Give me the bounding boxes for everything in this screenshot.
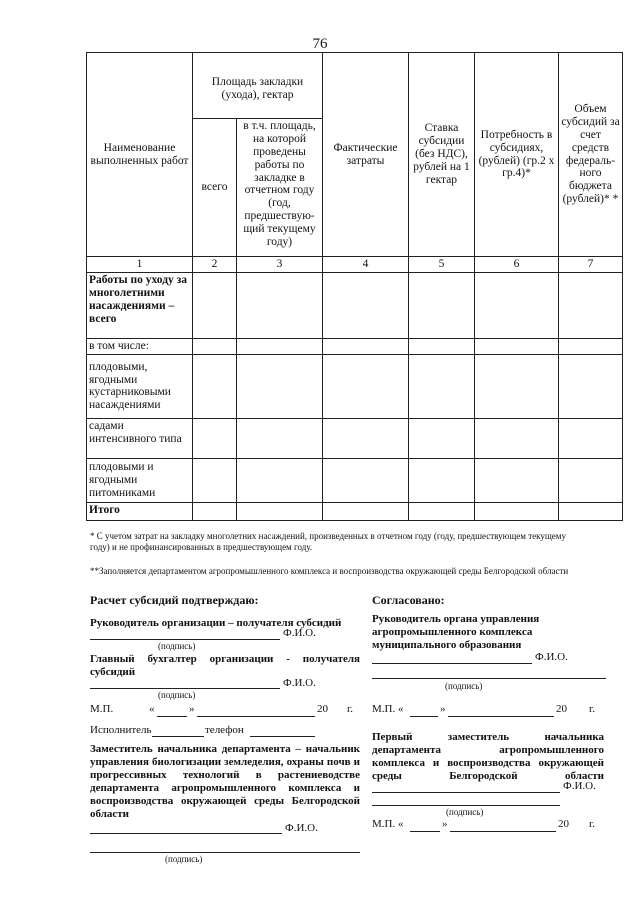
right-year-1: 20 xyxy=(556,703,567,715)
table-row: Работы по уходу за многолетними насаждениями – всего xyxy=(87,272,623,338)
table-row: плодовыми, ягодными кустарниковыми насаждениями xyxy=(87,354,623,418)
left-year-suffix: г. xyxy=(347,703,354,715)
header-area: Площадь закладки (ухода), гектар xyxy=(193,53,323,119)
right-first-deputy: Первый заместитель начальника департамента агропромышленного комплекса и воспроизводства окружающей среды Белгородской области xyxy=(372,731,604,782)
right-mp-1: М.П. « xyxy=(372,703,404,715)
header-rate: Ставка субсидии (без НДС), рублей на 1 гектар xyxy=(409,53,475,257)
left-signature-2: (подпись) xyxy=(158,690,196,700)
left-fio-3: Ф.И.О. xyxy=(285,822,318,834)
left-quote-open: « xyxy=(149,703,155,715)
header-area-incl: в т.ч. площадь, на которой проведены работы по закладке в отчетном году (год, предшествую-щий текущему году) xyxy=(237,119,323,257)
footnote-1: * С учетом затрат на закладку многолетних насаждений, произведенных в отчетном году (году, предшествующем текущему году) и не профинансированных в предшествующем году. xyxy=(90,531,566,552)
left-heading: Расчет субсидий подтверждаю: xyxy=(90,593,259,607)
left-mp: М.П. xyxy=(90,703,114,715)
left-signature-3: (подпись) xyxy=(165,854,203,864)
left-executor: Исполнитель xyxy=(90,724,152,736)
header-actual-costs: Фактические затраты xyxy=(323,53,409,257)
right-signature-1: (подпись) xyxy=(445,681,483,691)
column-numbers-row: 1 2 3 4 5 6 7 xyxy=(87,257,623,273)
header-name: Наименование выполненных работ xyxy=(87,53,193,257)
table-row-total: Итого xyxy=(87,502,623,520)
left-accountant: Главный бухгалтер организации - получателя субсидий xyxy=(90,653,360,678)
right-fio-2: Ф.И.О. xyxy=(563,780,596,792)
right-year-suffix-2: г. xyxy=(589,818,596,830)
right-year-2: 20 xyxy=(558,818,569,830)
right-quote-close-2: » xyxy=(442,818,448,830)
right-quote-close-1: » xyxy=(440,703,446,715)
left-year: 20 xyxy=(317,703,328,715)
footnote-2: **Заполняется департаментом агропромышленного комплекса и воспроизводства окружающей среды Белгородской области xyxy=(90,566,569,576)
page-number: 76 xyxy=(312,36,328,52)
left-head-org: Руководитель организации – получателя субсидий xyxy=(90,617,342,629)
table-row: садами интенсивного типа xyxy=(87,418,623,458)
left-signature-1: (подпись) xyxy=(158,641,196,651)
right-fio-1: Ф.И.О. xyxy=(535,651,568,663)
left-fio-1: Ф.И.О. xyxy=(283,627,316,639)
right-signature-2: (подпись) xyxy=(446,807,484,817)
left-quote-close: » xyxy=(189,703,195,715)
left-fio-2: Ф.И.О. xyxy=(283,677,316,689)
left-phone: телефон xyxy=(205,724,244,736)
right-heading: Согласовано: xyxy=(372,593,445,607)
right-year-suffix-1: г. xyxy=(589,703,596,715)
header-need: Потребность в субсидиях, (рублей) (гр.2 х гр.4)* xyxy=(475,53,559,257)
right-head-org: Руководитель органа управления агропромышленного комплекса муниципального образования xyxy=(372,613,540,651)
header-federal: Объем субсидий за счет средств федераль-ного бюджета (рублей)* * xyxy=(559,53,623,257)
subsidy-table xyxy=(86,52,623,521)
right-mp-2: М.П. « xyxy=(372,818,404,830)
header-area-total: всего xyxy=(193,119,237,257)
left-deputy: Заместитель начальника департамента – начальник управления биологизации земледелия, охраны почв и прогрессивных технологий в растениеводстве департамента агропромышленного комплекса и воспроизводства окружающей среды Белгородской области xyxy=(90,743,360,820)
table-row: в том числе: xyxy=(87,338,623,354)
table-row: плодовыми и ягодными питомниками xyxy=(87,458,623,502)
